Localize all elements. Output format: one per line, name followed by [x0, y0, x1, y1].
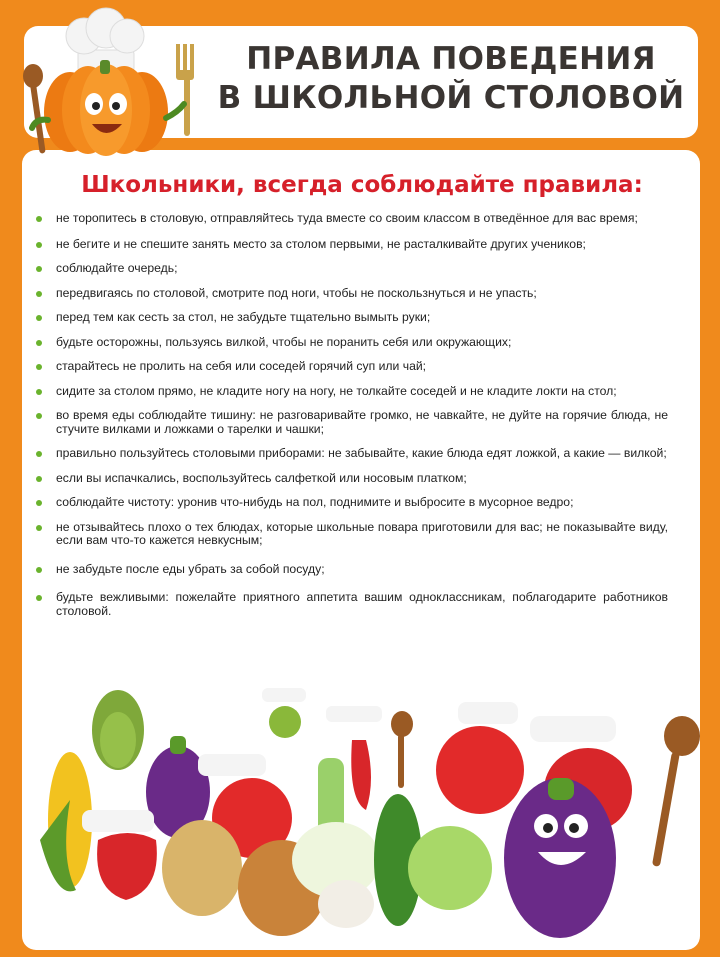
- title-line-2: В ШКОЛЬНОЙ СТОЛОВОЙ: [217, 80, 685, 116]
- rule-item: соблюдайте очередь;: [36, 262, 668, 276]
- rule-item: правильно пользуйтесь столовыми приборами: не забывайте, какие блюда едят ложкой, а какие — вилкой;: [36, 447, 668, 461]
- rule-item: во время еды соблюдайте тишину: не разговаривайте громко, не чавкайте, не дуйте на горячие блюда, не стучите вилками и ложками о тарелки и чашки;: [36, 409, 668, 436]
- rule-item: не бегите и не спешите занять место за столом первыми, не расталкивайте других учеников;: [36, 238, 668, 252]
- page-title: [206, 40, 696, 118]
- rule-item: не забудьте после еды убрать за собой посуду;: [36, 563, 668, 577]
- rule-item: старайтесь не пролить на себя или соседей горячий суп или чай;: [36, 360, 668, 374]
- rule-item: передвигаясь по столовой, смотрите под ноги, чтобы не поскользнуться и не упасть;: [36, 287, 668, 301]
- rule-item: сидите за столом прямо, не кладите ногу на ногу, не толкайте соседей и не кладите локти на стол;: [36, 385, 668, 399]
- rule-item: соблюдайте чистоту: уронив что-нибудь на пол, поднимите и выбросите в мусорное ведро;: [36, 496, 668, 510]
- title-line-1: ПРАВИЛА ПОВЕДЕНИЯ: [246, 41, 656, 77]
- rule-item: будьте осторожны, пользуясь вилкой, чтобы не поранить себя или окружающих;: [36, 336, 668, 350]
- rule-item: если вы испачкались, воспользуйтесь салфеткой или носовым платком;: [36, 472, 668, 486]
- rule-item: будьте вежливыми: пожелайте приятного аппетита вашим одноклассникам, поблагодарите работников столовой.: [36, 591, 668, 618]
- rule-item: перед тем как сесть за стол, не забудьте тщательно вымыть руки;: [36, 311, 668, 325]
- rules-heading: Школьники, всегда соблюдайте правила:: [81, 172, 643, 198]
- rule-item: не торопитесь в столовую, отправляйтесь туда вместе со своим классом в отведённое для вас время;: [36, 212, 668, 226]
- rule-item: не отзывайтесь плохо о тех блюдах, которые школьные повара приготовили для вас; не показывайте виду, если вам что-то кажется невкусным;: [36, 521, 668, 548]
- rules-list: [36, 212, 668, 618]
